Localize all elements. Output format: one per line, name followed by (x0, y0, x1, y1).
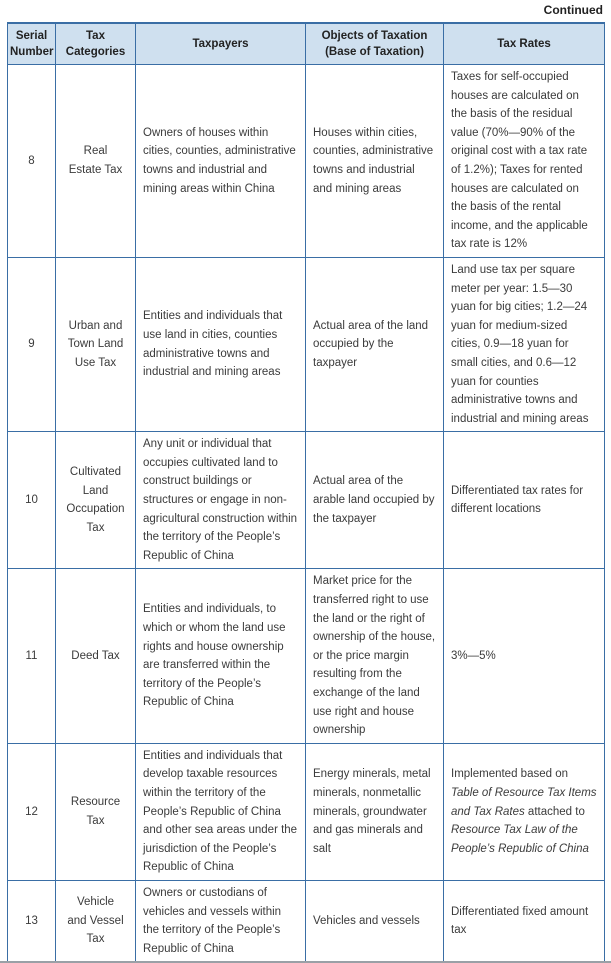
text-run: Implemented based on (451, 768, 568, 781)
cell-serial: 11 (8, 569, 56, 743)
cell-serial: 10 (8, 432, 56, 569)
cell-objects: Market price for the transferred right to use the land or the right of ownership of the house, or the price margin resulting from the exchange of the land use right and house ownership (306, 569, 444, 743)
cell-category: Deed Tax (56, 569, 136, 743)
table-row (8, 65, 605, 258)
cell-category: Resource Tax (56, 743, 136, 880)
table-row (8, 569, 605, 743)
column-header-objects-of-taxation: Objects of Taxation (Base of Taxation) (306, 23, 444, 65)
cell-category: Real Estate Tax (56, 65, 136, 258)
cell-rates (444, 743, 605, 880)
table-body (8, 65, 605, 962)
table-row (8, 880, 605, 961)
text-run: attached to (524, 805, 585, 818)
column-header-serial-number: Serial Number (8, 23, 56, 65)
table-row (8, 257, 605, 431)
cell-serial: 9 (8, 257, 56, 431)
continued-label: Continued (543, 3, 603, 17)
cell-rates: Differentiated tax rates for different locations (444, 432, 605, 569)
column-header-taxpayers: Taxpayers (136, 23, 306, 65)
italic-text-run: Table of Resource Tax Items and Tax Rates (451, 786, 597, 818)
cell-category: Vehicle and Vessel Tax (56, 880, 136, 961)
cell-rates: 3%—5% (444, 569, 605, 743)
cell-objects: Actual area of the land occupied by the taxpayer (306, 257, 444, 431)
cell-taxpayers: Any unit or individual that occupies cultivated land to construct buildings or structures or engage in non-agricultural construction within the territory of the People’s Republic of China (136, 432, 306, 569)
cell-rates: Taxes for self-occupied houses are calculated on the basis of the residual value (70%—90% of the original cost with a tax rate of 1.2%); Taxes for rented houses are calculated on the basis of the rental income, and the applicable tax rate is 12% (444, 65, 605, 258)
cell-rates: Differentiated fixed amount tax (444, 880, 605, 961)
cell-objects: Actual area of the arable land occupied by the taxpayer (306, 432, 444, 569)
cell-objects: Energy minerals, metal minerals, nonmetallic minerals, groundwater and gas minerals and salt (306, 743, 444, 880)
cell-serial: 13 (8, 880, 56, 961)
table-header (8, 23, 605, 65)
cell-category: Cultivated Land Occupation Tax (56, 432, 136, 569)
table-row (8, 743, 605, 880)
cell-taxpayers: Entities and individuals that develop taxable resources within the territory of the People’s Republic of China and other sea areas under the jurisdiction of the People’s Republic of China (136, 743, 306, 880)
cell-objects: Vehicles and vessels (306, 880, 444, 961)
column-header-tax-categories: Tax Categories (56, 23, 136, 65)
cell-serial: 12 (8, 743, 56, 880)
header-row (8, 23, 605, 65)
cell-rates: Land use tax per square meter per year: 1.5—30 yuan for big cities; 1.2—24 yuan for medium-sized cities, 0.9—18 yuan for small cities, and 0.6—12 yuan for counties administrative towns and industrial and mining areas (444, 257, 605, 431)
italic-text-run: Resource Tax Law of the People’s Republic of China (451, 824, 589, 855)
cell-taxpayers: Owners or custodians of vehicles and vessels within the territory of the People’s Republic of China (136, 880, 306, 961)
cell-taxpayers: Entities and individuals, to which or whom the land use rights and house ownership are transferred within the territory of the People’s Republic of China (136, 569, 306, 743)
cell-category: Urban and Town Land Use Tax (56, 257, 136, 431)
column-header-tax-rates: Tax Rates (444, 23, 605, 65)
tax-table (7, 22, 605, 961)
cell-serial: 8 (8, 65, 56, 258)
cell-taxpayers: Entities and individuals that use land in cities, counties administrative towns and industrial and mining areas (136, 257, 306, 431)
cell-taxpayers: Owners of houses within cities, counties, administrative towns and industrial and mining areas within China (136, 65, 306, 258)
cell-objects: Houses within cities, counties, administrative towns and industrial and mining areas (306, 65, 444, 258)
table-row (8, 432, 605, 569)
